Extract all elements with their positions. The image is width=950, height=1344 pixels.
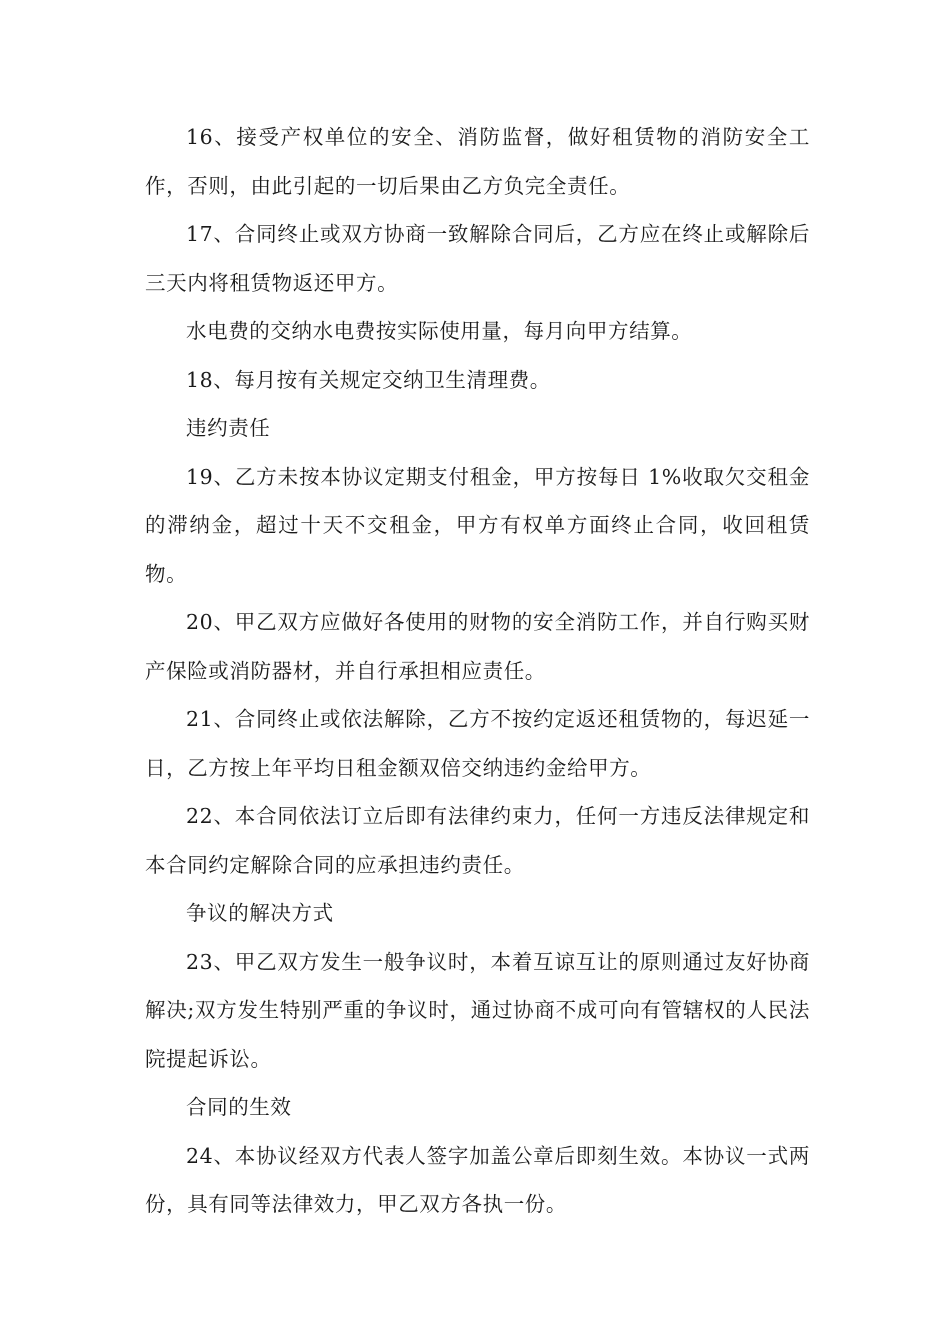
utility-fee-paragraph: 水电费的交纳水电费按实际使用量，每月向甲方结算。 bbox=[186, 319, 693, 343]
clause-20: 20、甲乙双方应做好各使用的财物的安全消防工作，并自行购买财产保险或消防器材，并自行承担相应责任。 bbox=[145, 610, 810, 683]
clause-24: 24、本协议经双方代表人签字加盖公章后即刻生效。本协议一式两份，具有同等法律效力，甲乙双方各执一份。 bbox=[145, 1143, 810, 1216]
clause-17: 17、合同终止或双方协商一致解除合同后，乙方应在终止或解除后三天内将租赁物返还甲方。 bbox=[145, 222, 810, 295]
clause-19: 19、乙方未按本协议定期支付租金，甲方按每日 1%收取欠交租金的滞纳金，超过十天不交租金，甲方有权单方面终止合同，收回租赁物。 bbox=[145, 464, 810, 586]
document-body bbox=[145, 113, 810, 1229]
section-heading-dispute-resolution: 争议的解决方式 bbox=[186, 901, 334, 925]
clause-21: 21、合同终止或依法解除，乙方不按约定返还租赁物的，每迟延一日，乙方按上年平均日租金额双倍交纳违约金给甲方。 bbox=[145, 707, 810, 780]
section-heading-breach-liability: 违约责任 bbox=[186, 416, 271, 440]
clause-22: 22、本合同依法订立后即有法律约束力，任何一方违反法律规定和本合同约定解除合同的应承担违约责任。 bbox=[145, 804, 810, 877]
clause-16: 16、接受产权单位的安全、消防监督，做好租赁物的消防安全工作，否则，由此引起的一切后果由乙方负完全责任。 bbox=[145, 125, 810, 198]
clause-23: 23、甲乙双方发生一般争议时，本着互谅互让的原则通过友好协商解决;双方发生特别严重的争议时，通过协商不成可向有管辖权的人民法院提起诉讼。 bbox=[145, 949, 810, 1071]
clause-18: 18、每月按有关规定交纳卫生清理费。 bbox=[186, 367, 551, 392]
section-heading-effectiveness: 合同的生效 bbox=[186, 1095, 292, 1119]
